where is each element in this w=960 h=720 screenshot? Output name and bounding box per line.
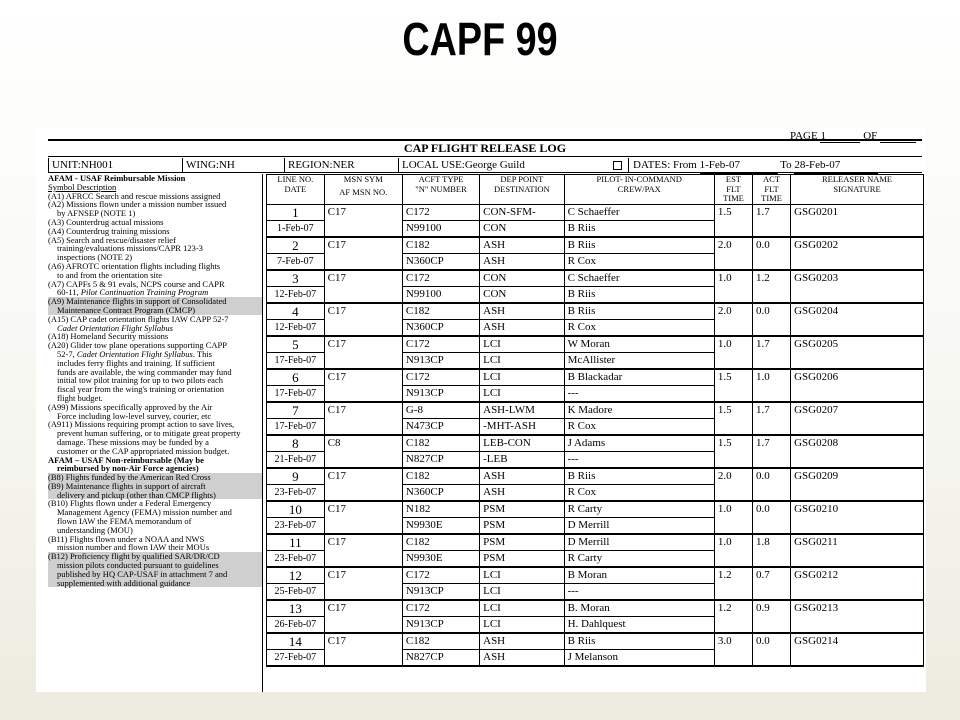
departure-point: ASH-LWM (480, 402, 564, 419)
releaser-signature: GSG0209 (791, 468, 924, 501)
line-number: 12 (267, 567, 325, 584)
act-flight-time: 0.0 (753, 468, 791, 501)
pilot-in-command: B Blackadar (564, 369, 714, 386)
act-flight-time: 0.9 (753, 600, 791, 633)
act-flight-time: 1.7 (753, 435, 791, 468)
legend-line: delivery and pickup (other than CMCP flights) (48, 491, 262, 500)
entry-date: 26-Feb-07 (267, 616, 325, 633)
departure-point: ASH (480, 303, 564, 320)
line-number: 8 (267, 435, 325, 452)
wing-field: WING:NH (182, 158, 284, 173)
releaser-signature: GSG0211 (791, 534, 924, 567)
pilot-in-command: R Carty (564, 501, 714, 518)
af-msn-number (324, 352, 402, 369)
est-flight-time: 1.5 (714, 435, 752, 468)
col-releaser: RELEASER NAME SIGNATURE (791, 175, 924, 205)
departure-point: LCI (480, 369, 564, 386)
pilot-in-command: B Moran (564, 567, 714, 584)
entry-date: 21-Feb-07 (267, 451, 325, 468)
log-title: CAP FLIGHT RELEASE LOG (48, 139, 922, 157)
n-number: N827CP (402, 451, 479, 468)
local-use-checkbox[interactable] (613, 161, 622, 170)
act-flight-time: 0.0 (753, 633, 791, 666)
destination: LCI (480, 616, 564, 633)
mission-symbol: C17 (324, 270, 402, 287)
aircraft-type: C182 (402, 468, 479, 485)
log-entry-row (267, 435, 924, 452)
pilot-in-command: D Merrill (564, 534, 714, 551)
aircraft-type: C172 (402, 270, 479, 287)
destination: -LEB (480, 451, 564, 468)
departure-point: PSM (480, 501, 564, 518)
line-number: 13 (267, 600, 325, 617)
departure-point: ASH (480, 468, 564, 485)
est-flight-time: 1.5 (714, 204, 752, 237)
local-use-field: LOCAL USE:George Guild (398, 158, 628, 173)
region-field: REGION:NER (284, 158, 398, 173)
act-flight-time: 1.7 (753, 336, 791, 369)
col-line-date: LINE NO. DATE (267, 175, 325, 205)
n-number: N827CP (402, 649, 479, 666)
legend-line: (B10) Flights flown under a Federal Emergency (48, 498, 212, 509)
legend-line: (A1) AFRCC Search and rescue missions assigned (48, 190, 221, 201)
legend-line: 60-11, Pilot Continuation Training Program (57, 287, 209, 298)
entry-date: 12-Feb-07 (267, 286, 325, 303)
line-number: 11 (267, 534, 325, 551)
destination: LCI (480, 352, 564, 369)
releaser-signature: GSG0207 (791, 402, 924, 435)
entry-date: 17-Feb-07 (267, 352, 325, 369)
legend-line: (B12) Proficiency flight by qualified SAR/DR/CD (48, 552, 262, 561)
releaser-signature: GSG0212 (791, 567, 924, 600)
legend-line: prevent human suffering, or to mitigate great property (57, 428, 241, 439)
legend-line: mission number and flown IAW their MOUs (57, 542, 210, 553)
est-flight-time: 1.5 (714, 402, 752, 435)
af-msn-number (324, 385, 402, 402)
entry-date: 12-Feb-07 (267, 319, 325, 336)
legend-line: published by HQ CAP-USAF in attachment 7 and (48, 570, 262, 579)
legend-line: funds are available, the wing commander may fund (57, 366, 232, 377)
af-msn-number (324, 616, 402, 633)
destination: ASH (480, 253, 564, 270)
mission-symbol: C17 (324, 600, 402, 617)
col-acft: ACFT TYPE "N" NUMBER (402, 175, 479, 205)
pilot-in-command: B. Moran (564, 600, 714, 617)
legend-line: by AFNSEP (NOTE 1) (57, 208, 136, 219)
dates-label: DATES: (633, 159, 671, 171)
departure-point: PSM (480, 534, 564, 551)
col-act-flt-time: ACT FLT TIME (753, 175, 791, 205)
col-est-flt-time: EST FLT TIME (714, 175, 752, 205)
est-flight-time: 2.0 (714, 237, 752, 270)
pilot-in-command: C Schaeffer (564, 204, 714, 220)
aircraft-type: G-8 (402, 402, 479, 419)
departure-point: ASH (480, 237, 564, 254)
est-flight-time: 1.0 (714, 534, 752, 567)
legend-line: (A7) CAPFs 5 & 91 evals, NCPS course and CAPR (48, 278, 225, 289)
pilot-in-command: J Adams (564, 435, 714, 452)
act-flight-time: 1.2 (753, 270, 791, 303)
releaser-signature: GSG0213 (791, 600, 924, 633)
to-date: 28-Feb-07 (794, 158, 878, 174)
departure-point: LCI (480, 600, 564, 617)
act-flight-time: 0.0 (753, 303, 791, 336)
legend-line: (A99) Missions specifically approved by the Air (48, 401, 213, 412)
log-entry-row (267, 402, 924, 419)
af-msn-number (324, 583, 402, 600)
departure-point: ASH (480, 633, 564, 650)
releaser-signature: GSG0208 (791, 435, 924, 468)
af-msn-number (324, 484, 402, 501)
aircraft-type: C182 (402, 237, 479, 254)
legend-line: fiscal year from the wing's training or orientation (57, 384, 224, 395)
releaser-signature: GSG0201 (791, 204, 924, 237)
destination: -MHT-ASH (480, 418, 564, 435)
aircraft-type: C182 (402, 633, 479, 650)
legend-line: inspections (NOTE 2) (57, 252, 133, 263)
releaser-signature: GSG0214 (791, 633, 924, 666)
flight-release-log-document (36, 128, 926, 692)
n-number: N913CP (402, 352, 479, 369)
line-number: 4 (267, 303, 325, 320)
crew-pax: McAllister (564, 352, 714, 369)
est-flight-time: 1.5 (714, 369, 752, 402)
entry-date: 25-Feb-07 (267, 583, 325, 600)
legend-line: 52-7, Cadet Orientation Flight Syllabus. This (57, 348, 212, 359)
legend-line: Maintenance Contract Program (CMCP) (48, 306, 262, 315)
pilot-in-command: B Riis (564, 303, 714, 320)
releaser-signature: GSG0202 (791, 237, 924, 270)
departure-point: CON (480, 270, 564, 287)
crew-pax: --- (564, 583, 714, 600)
page-label: PAGE (789, 130, 818, 142)
mission-symbol: C17 (324, 369, 402, 386)
entry-date: 27-Feb-07 (267, 649, 325, 666)
n-number: N913CP (402, 385, 479, 402)
slide-title: CAPF 99 (402, 13, 558, 65)
log-entry-row (267, 567, 924, 584)
departure-point: LCI (480, 336, 564, 353)
act-flight-time: 0.7 (753, 567, 791, 600)
crew-pax: H. Dahlquest (564, 616, 714, 633)
departure-point: LEB-CON (480, 435, 564, 452)
from-date: 1-Feb-07 (700, 158, 778, 174)
legend-line: (A2) Missions flown under a mission number issued (48, 199, 227, 210)
log-entry-row (267, 633, 924, 650)
n-number: N9930E (402, 550, 479, 567)
col-pilot-crew: PILOT- IN-COMMAND CREW/PAX (564, 175, 714, 205)
aircraft-type: C172 (402, 336, 479, 353)
n-number: N9930E (402, 517, 479, 534)
est-flight-time: 1.0 (714, 270, 752, 303)
legend-line: (A18) Homeland Security missions (48, 331, 169, 342)
legend-line: (A4) Counterdrug training missions (48, 225, 170, 236)
unit-field: UNIT:NH001 (48, 158, 182, 173)
destination: CON (480, 220, 564, 237)
mission-symbol: C17 (324, 567, 402, 584)
releaser-signature: GSG0205 (791, 336, 924, 369)
est-flight-time: 1.0 (714, 336, 752, 369)
destination: CON (480, 286, 564, 303)
n-number: N473CP (402, 418, 479, 435)
pilot-in-command: B Riis (564, 633, 714, 650)
mission-symbol: C17 (324, 237, 402, 254)
legend-line: customer or the CAP appropriated mission budget. (57, 445, 230, 456)
aircraft-type: C172 (402, 204, 479, 220)
aircraft-type: C182 (402, 435, 479, 452)
legend-line: (A911) Missions requiring prompt action to save lives, (48, 419, 235, 430)
entry-date: 7-Feb-07 (267, 253, 325, 270)
est-flight-time: 2.0 (714, 303, 752, 336)
releaser-signature: GSG0206 (791, 369, 924, 402)
af-msn-number (324, 253, 402, 270)
act-flight-time: 1.0 (753, 369, 791, 402)
destination: PSM (480, 550, 564, 567)
releaser-signature: GSG0210 (791, 501, 924, 534)
mission-symbol: C17 (324, 501, 402, 518)
line-number: 10 (267, 501, 325, 518)
n-number: N360CP (402, 253, 479, 270)
act-flight-time: 0.0 (753, 237, 791, 270)
legend-line: damage. These missions may be funded by a (57, 436, 209, 447)
aircraft-type: C182 (402, 534, 479, 551)
departure-point: CON-SFM- (480, 204, 564, 220)
pilot-in-command: C Schaeffer (564, 270, 714, 287)
est-flight-time: 2.0 (714, 468, 752, 501)
log-entry-row (267, 303, 924, 320)
crew-pax: J Melanson (564, 649, 714, 666)
entry-date: 17-Feb-07 (267, 418, 325, 435)
page-number: 1 (820, 130, 860, 143)
crew-pax: R Cox (564, 418, 714, 435)
aircraft-type: N182 (402, 501, 479, 518)
mission-symbol: C8 (324, 435, 402, 452)
legend-line: (A5) Search and rescue/disaster relief (48, 234, 176, 245)
destination: ASH (480, 484, 564, 501)
legend-line: (A20) Glider tow plane operations supporting CAPP (48, 340, 227, 351)
crew-pax: R Cox (564, 484, 714, 501)
crew-pax: R Cox (564, 253, 714, 270)
releaser-signature: GSG0203 (791, 270, 924, 303)
entry-date: 1-Feb-07 (267, 220, 325, 237)
legend-line: (B8) Flights funded by the American Red Cross (48, 473, 262, 482)
log-entry-row (267, 501, 924, 518)
af-msn-number (324, 418, 402, 435)
log-entry-row (267, 468, 924, 485)
af-msn-number (324, 517, 402, 534)
destination: LCI (480, 385, 564, 402)
crew-pax: B Riis (564, 286, 714, 303)
legend-line: reimbursed by non-Air Force agencies) (57, 463, 199, 474)
legend-line: (B11) Flights flown under a NOAA and NWS (48, 533, 205, 544)
legend-line: (A9) Maintenance flights in support of Consolidated (48, 297, 262, 306)
est-flight-time: 1.0 (714, 501, 752, 534)
entry-date: 17-Feb-07 (267, 385, 325, 402)
mission-symbol: C17 (324, 633, 402, 650)
crew-pax: --- (564, 385, 714, 402)
flight-log-table (266, 174, 924, 667)
log-entry-row (267, 270, 924, 287)
aircraft-type: C172 (402, 567, 479, 584)
legend-line: (A6) AFROTC orientation flights including flights (48, 260, 221, 271)
af-msn-number (324, 220, 402, 237)
mission-symbol: C17 (324, 303, 402, 320)
crew-pax: R Carty (564, 550, 714, 567)
legend-line: understanding (MOU) (57, 524, 133, 535)
est-flight-time: 1.2 (714, 567, 752, 600)
line-number: 5 (267, 336, 325, 353)
act-flight-time: 1.7 (753, 402, 791, 435)
header-row (267, 175, 924, 205)
line-number: 3 (267, 270, 325, 287)
n-number: N360CP (402, 319, 479, 336)
legend-line: Cadet Orientation Flight Syllabus (57, 322, 173, 333)
aircraft-type: C172 (402, 600, 479, 617)
legend-line: supplemented with additional guidance (48, 579, 262, 588)
crew-pax: D Merrill (564, 517, 714, 534)
line-number: 9 (267, 468, 325, 485)
log-entry-row (267, 369, 924, 386)
mission-symbol: C17 (324, 534, 402, 551)
mission-symbol: C17 (324, 468, 402, 485)
act-flight-time: 1.8 (753, 534, 791, 567)
est-flight-time: 1.2 (714, 600, 752, 633)
log-entry-row (267, 336, 924, 353)
crew-pax: B Riis (564, 220, 714, 237)
col-dep-dest: DEP POINT DESTINATION (480, 175, 564, 205)
legend-line: includes ferry flights and training. If sufficient (57, 357, 215, 368)
log-entry-row (267, 237, 924, 254)
n-number: N913CP (402, 616, 479, 633)
act-flight-time: 0.0 (753, 501, 791, 534)
mission-symbol: C17 (324, 336, 402, 353)
line-number: 7 (267, 402, 325, 419)
crew-pax: R Cox (564, 319, 714, 336)
log-entry-row (267, 204, 924, 220)
legend-line: initial tow pilot training for up to two pilots each (57, 375, 223, 386)
legend-line: mission pilots conducted pursuant to guidelines (48, 561, 262, 570)
af-msn-number (324, 649, 402, 666)
log-entry-row (267, 534, 924, 551)
est-flight-time: 3.0 (714, 633, 752, 666)
mission-symbol: C17 (324, 402, 402, 419)
legend-line: Management Agency (FEMA) mission number and (57, 507, 232, 518)
destination: ASH (480, 649, 564, 666)
legend-line: training/evaluations missions/CAPR 123-3 (57, 243, 203, 254)
pilot-in-command: B Riis (564, 237, 714, 254)
pilot-in-command: W Moran (564, 336, 714, 353)
entry-date: 23-Feb-07 (267, 484, 325, 501)
aircraft-type: C172 (402, 369, 479, 386)
act-flight-time: 1.7 (753, 204, 791, 237)
line-number: 6 (267, 369, 325, 386)
destination: PSM (480, 517, 564, 534)
n-number: N99100 (402, 220, 479, 237)
pilot-in-command: B Riis (564, 468, 714, 485)
line-number: 2 (267, 237, 325, 254)
entry-date: 23-Feb-07 (267, 550, 325, 567)
departure-point: LCI (480, 567, 564, 584)
legend-line: AFAM - USAF Reimbursable Mission (48, 174, 186, 183)
legend-line: Symbol Description (48, 181, 117, 192)
unit-info-row (48, 158, 922, 173)
releaser-signature: GSG0204 (791, 303, 924, 336)
mission-symbol: C17 (324, 204, 402, 220)
line-number: 14 (267, 633, 325, 650)
destination: ASH (480, 319, 564, 336)
af-msn-number (324, 451, 402, 468)
of-label: OF (863, 130, 878, 142)
pilot-in-command: K Madore (564, 402, 714, 419)
af-msn-number (324, 319, 402, 336)
mission-symbol-legend (48, 174, 263, 692)
dates-field (628, 158, 922, 173)
legend-line: (B9) Maintenance flights in support of aircraft (48, 482, 262, 491)
legend-line: to and from the orientation site (57, 269, 163, 280)
line-number: 1 (267, 204, 325, 220)
af-msn-number (324, 550, 402, 567)
destination: LCI (480, 583, 564, 600)
legend-line: AFAM – USAF Non-reimbursable (May be (48, 454, 204, 465)
from-label: From (673, 159, 697, 171)
n-number: N913CP (402, 583, 479, 600)
legend-line: (A15) CAP cadet orientation flights IAW CAPP 52-7 (48, 313, 229, 324)
crew-pax: --- (564, 451, 714, 468)
n-number: N99100 (402, 286, 479, 303)
legend-line: Force including low-level survey, courier, etc (57, 410, 212, 421)
log-entry-row (267, 600, 924, 617)
legend-line: (A3) Counterdrug actual missions (48, 216, 164, 227)
legend-line: flown IAW the FEMA memorandum of (57, 516, 192, 527)
col-msn-sym: MSN SYM AF MSN NO. (324, 175, 402, 205)
af-msn-number (324, 286, 402, 303)
to-label: To (780, 159, 792, 171)
n-number: N360CP (402, 484, 479, 501)
legend-line: flight budget. (57, 392, 103, 403)
entry-date: 23-Feb-07 (267, 517, 325, 534)
aircraft-type: C182 (402, 303, 479, 320)
